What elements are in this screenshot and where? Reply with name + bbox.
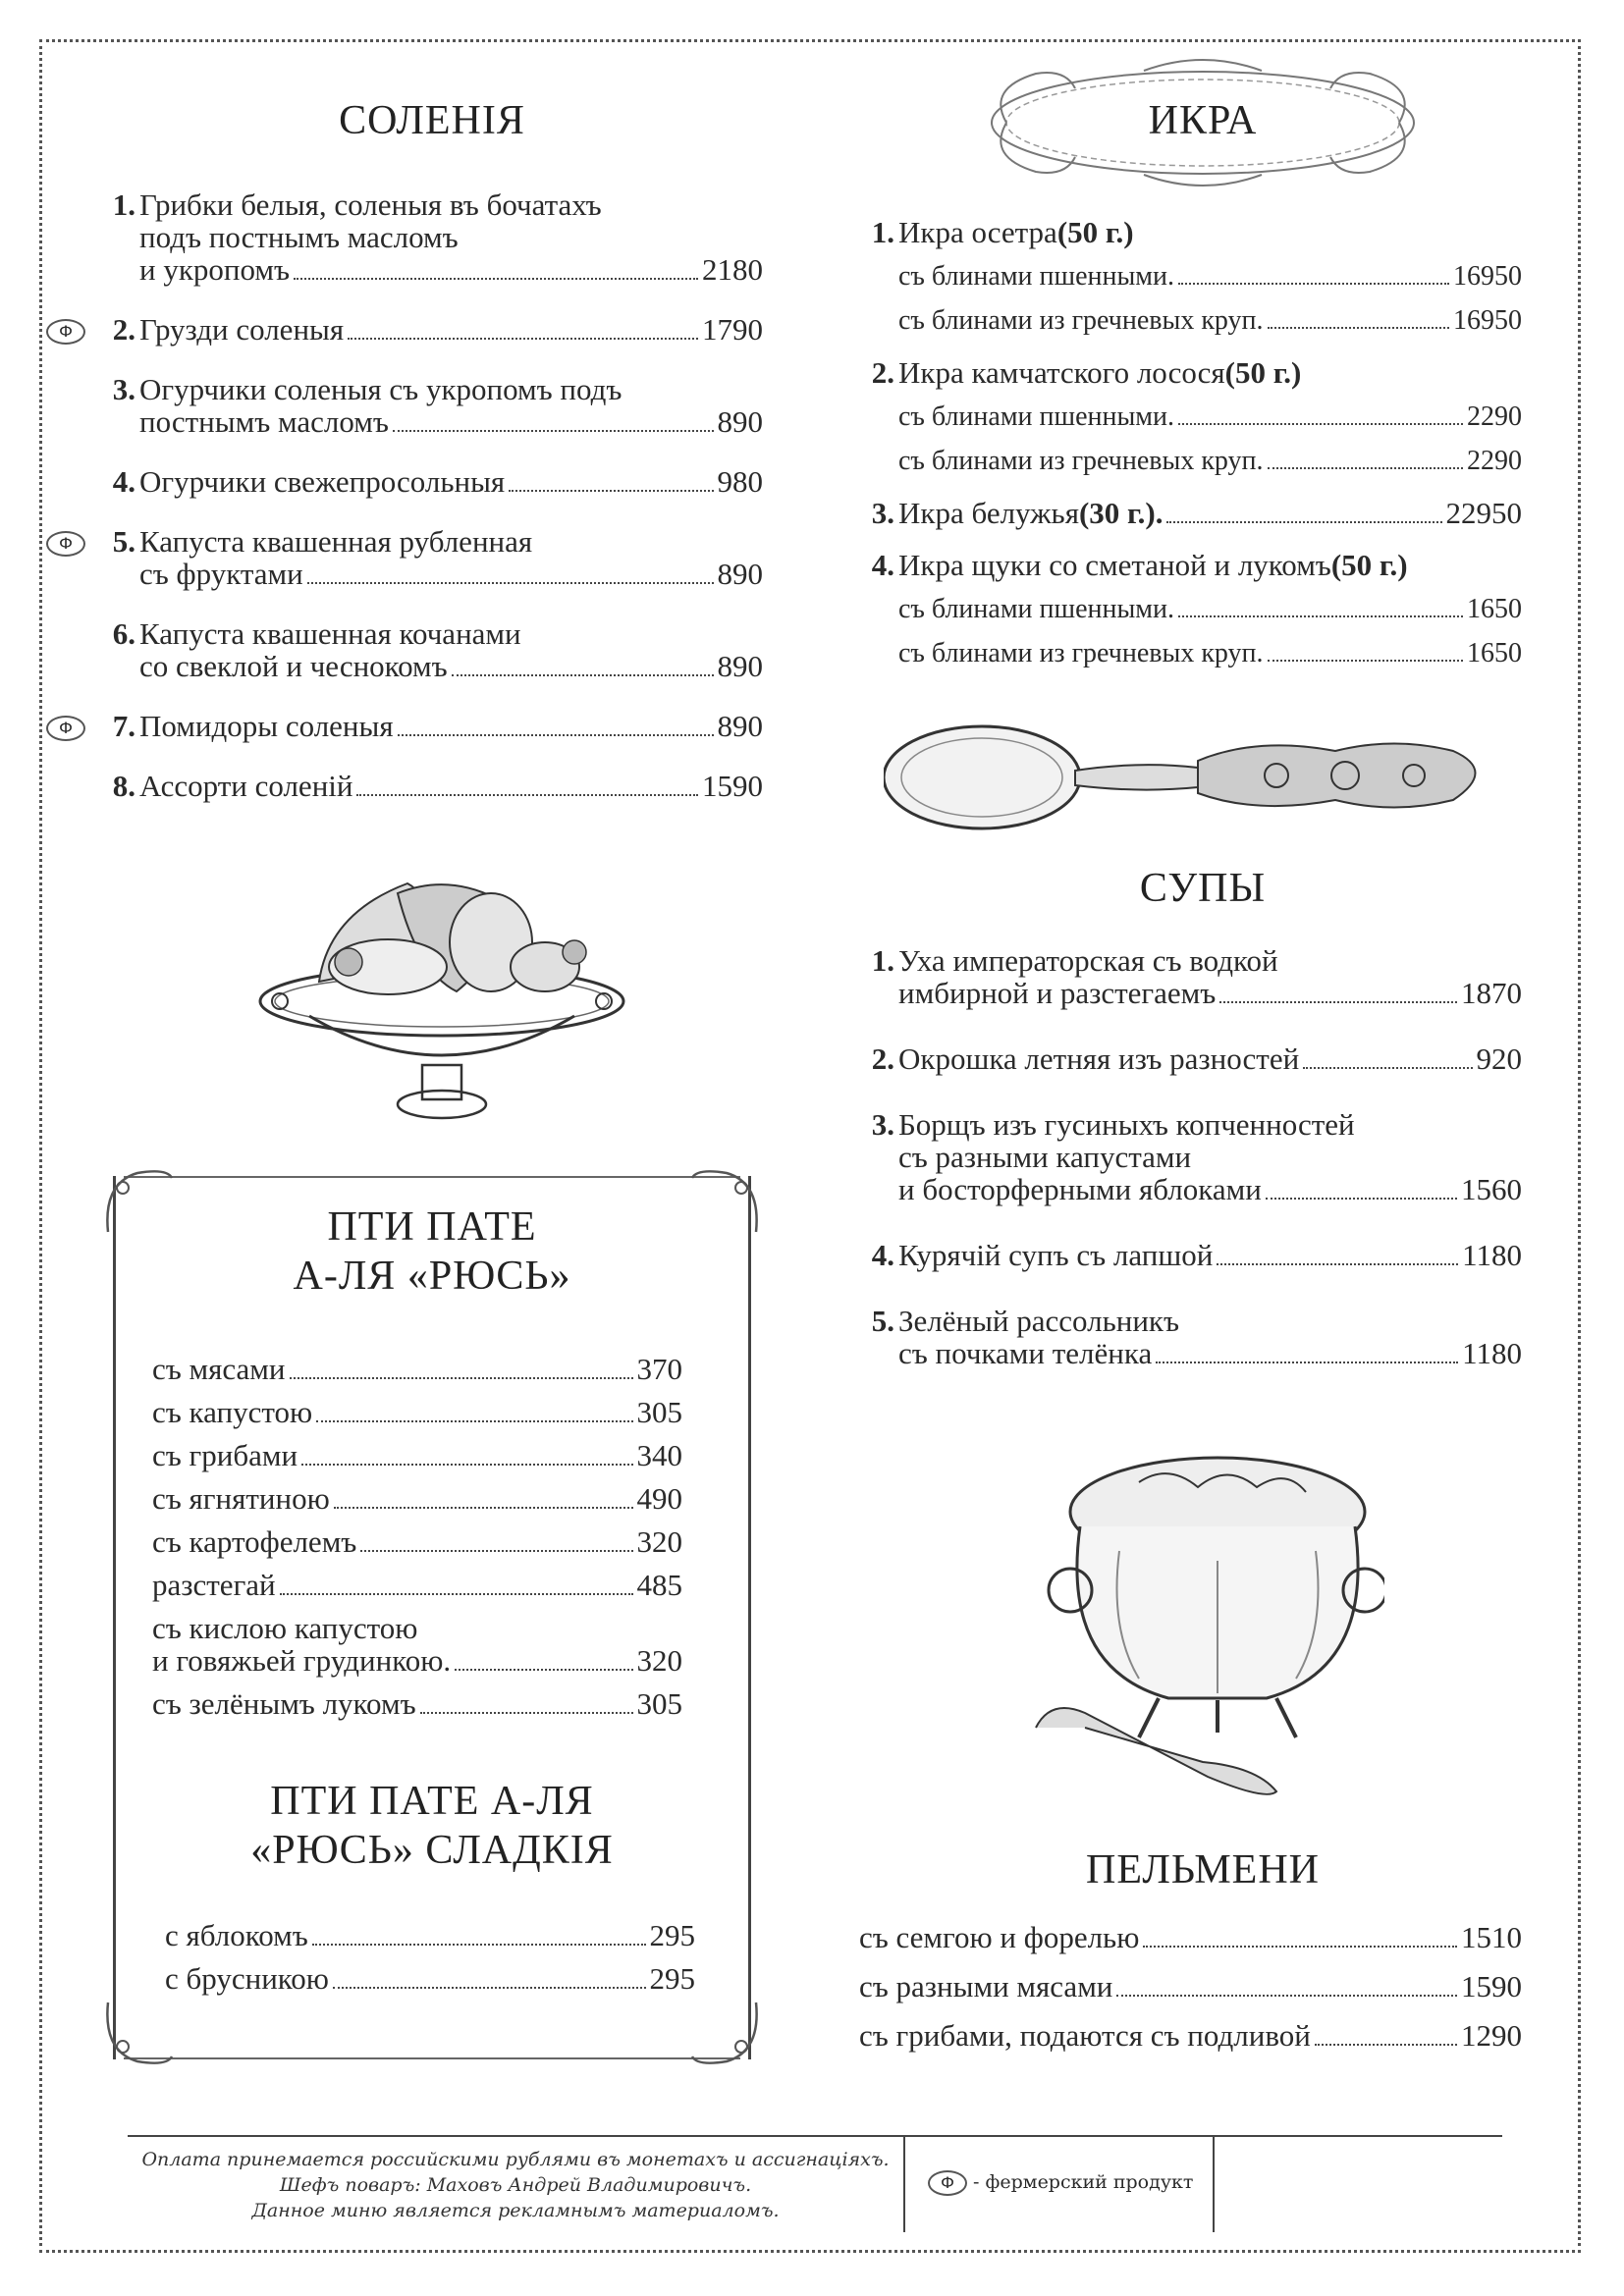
supy-item-name: и босторферными яблоками xyxy=(898,1172,1262,1206)
solenia-item-price: 890 xyxy=(717,649,763,683)
pate-item xyxy=(152,1482,682,1516)
pate-item xyxy=(152,1569,682,1602)
ikra-item-line xyxy=(898,549,1522,581)
farm-product-icon: Ф xyxy=(46,531,85,557)
solenia-item-line xyxy=(139,405,763,439)
solenia-item-line xyxy=(139,188,763,221)
supy-item-line xyxy=(898,1141,1522,1173)
solenia-item-price: 1790 xyxy=(702,312,763,347)
leader-dots xyxy=(290,1377,633,1379)
ikra-item-name: Икра камчатского лосося xyxy=(898,355,1225,390)
pate-item-name: съ грибами xyxy=(152,1438,298,1472)
supy-item-line xyxy=(898,1239,1522,1272)
pate-sweet-item xyxy=(165,1919,695,1952)
supy-item-number: 4. xyxy=(871,1238,894,1272)
pate-item-price: 305 xyxy=(636,1686,682,1721)
section-title-supy: СУПЫ xyxy=(1139,866,1267,911)
solenia-item-number: 8. xyxy=(112,769,135,803)
pelmeni-item-price: 1510 xyxy=(1461,1920,1522,1954)
ikra-item-name: Икра осетра xyxy=(898,215,1057,249)
supy-item-line xyxy=(898,1042,1522,1076)
leader-dots xyxy=(398,734,714,736)
solenia-item-line xyxy=(139,221,763,253)
pate-item-name: разстегай xyxy=(152,1568,276,1602)
solenia-item-price: 890 xyxy=(717,404,763,439)
solenia-item-name: Капуста квашенная кочанами xyxy=(139,616,521,651)
footer-notes xyxy=(128,2147,903,2223)
footer-divider-right xyxy=(1213,2137,1215,2232)
pate-item-name: съ ягнятиною xyxy=(152,1481,330,1516)
solenia-item-number: 6. xyxy=(112,616,135,651)
solenia-item xyxy=(59,524,763,591)
supy-item xyxy=(871,1041,1522,1076)
pelmeni-item-name: съ разными мясами xyxy=(859,1969,1113,2003)
panel-corner-ornament-tr xyxy=(687,1163,766,1242)
solenia-item xyxy=(112,464,763,499)
fruit-bowl-illustration xyxy=(250,854,633,1148)
solenia-item-name: подъ постнымъ масломъ xyxy=(139,220,459,254)
ikra-item-line xyxy=(898,216,1522,248)
ikra-sub-price: 1650 xyxy=(1467,638,1522,668)
solenia-item-name: Грибки белыя, соленыя въ бочатахъ xyxy=(139,187,602,222)
solenia-item-line xyxy=(139,373,763,405)
leader-dots xyxy=(360,1550,632,1552)
pelmeni-item-name: съ семгою и форелью xyxy=(859,1920,1140,1954)
ikra-item-number: 4. xyxy=(871,548,894,582)
ikra-item-number: 3. xyxy=(871,496,894,530)
ikra-sub-name: съ блинами пшенными. xyxy=(898,594,1174,624)
footer xyxy=(128,2135,1502,2232)
leader-dots xyxy=(307,582,714,584)
leader-dots xyxy=(452,674,714,676)
pate-item-name: съ картофелемъ xyxy=(152,1524,357,1559)
solenia-item-line xyxy=(139,710,763,743)
solenia-item-number: 7. xyxy=(112,709,135,743)
leader-dots xyxy=(509,490,713,492)
supy-item-number: 1. xyxy=(871,943,894,978)
solenia-item-name: Огурчики соленыя съ укропомъ подъ xyxy=(139,372,623,406)
ikra-sub-line xyxy=(898,260,1522,293)
pate-item-name: и говяжьей грудинкою. xyxy=(152,1643,452,1678)
pelmeni-item-price: 1290 xyxy=(1461,2018,1522,2053)
pate-item-line xyxy=(152,1439,682,1472)
supy-item-number: 3. xyxy=(871,1107,894,1142)
ikra-sub-line xyxy=(898,400,1522,433)
solenia-item-line xyxy=(139,525,763,558)
solenia-item-name: Огурчики свежепросольныя xyxy=(139,464,506,499)
leader-dots xyxy=(356,794,698,796)
supy-item-line xyxy=(898,1108,1522,1141)
section-title-ikra: ИКРА xyxy=(1148,98,1258,143)
solenia-item-name: Капуста квашенная рубленная xyxy=(139,524,533,559)
pate-item-price: 490 xyxy=(636,1481,682,1516)
pelmeni-item-name: съ грибами, подаются съ подливой xyxy=(859,2018,1311,2053)
supy-item-line xyxy=(898,944,1522,977)
footer-advert-note: Данное миню является рекламнымъ материаломъ. xyxy=(251,2200,780,2221)
solenia-item-price: 1590 xyxy=(702,769,763,803)
supy-item xyxy=(871,1304,1522,1370)
pate-sweet-item-price: 295 xyxy=(649,1961,695,1996)
leader-dots xyxy=(1219,1001,1457,1003)
pate-item-name: съ капустою xyxy=(152,1395,313,1429)
leader-dots xyxy=(1268,660,1463,662)
pelmeni-item-price: 1590 xyxy=(1461,1969,1522,2003)
pelmeni-item-line xyxy=(859,2019,1522,2053)
supy-item-name: Зелёный рассольникъ xyxy=(898,1304,1180,1338)
section-title-pelmeni: ПЕЛЬМЕНИ xyxy=(1085,1847,1320,1893)
ikra-sub-line xyxy=(898,593,1522,625)
pate-item-price: 320 xyxy=(636,1524,682,1559)
pate-item-price: 305 xyxy=(636,1395,682,1429)
leader-dots xyxy=(1116,1995,1457,1997)
solenia-item-number: 2. xyxy=(112,312,135,347)
ikra-item-portion: (50 г.) xyxy=(1330,548,1408,582)
leader-dots xyxy=(1217,1263,1458,1265)
leader-dots xyxy=(333,1987,646,1989)
ikra-sub-name: съ блинами из гречневых круп. xyxy=(898,638,1264,668)
ikra-sub-name: съ блинами пшенными. xyxy=(898,401,1174,432)
supy-item xyxy=(871,1107,1522,1206)
ikra-sub-line xyxy=(898,445,1522,477)
leader-dots xyxy=(1178,423,1463,425)
footer-chef-note: Шефъ поваръ: Маховъ Андрей Владимировичъ. xyxy=(279,2174,752,2196)
supy-item-line xyxy=(898,977,1522,1010)
ikra-sub-name: съ блинами из гречневых круп. xyxy=(898,305,1264,336)
spoon-illustration xyxy=(884,717,1502,844)
solenia-item-number: 3. xyxy=(112,372,135,406)
solenia-item-name: Грузди соленыя xyxy=(139,312,345,347)
solenia-item-line xyxy=(139,770,763,803)
ikra-item-portion: (50 г.) xyxy=(1224,355,1302,390)
ikra-item-price: 22950 xyxy=(1445,496,1522,530)
solenia-item xyxy=(112,187,763,287)
pate-sweet-item-name: с брусникою xyxy=(165,1961,329,1996)
solenia-item-price: 890 xyxy=(717,557,763,591)
pate-item-name: съ мясами xyxy=(152,1352,286,1386)
ikra-item-name: Икра белужья xyxy=(898,496,1079,530)
solenia-item xyxy=(112,769,763,803)
supy-item-name: Курячій супъ съ лапшой xyxy=(898,1238,1214,1272)
supy-item-name: съ разными капустами xyxy=(898,1140,1192,1174)
pate-item xyxy=(152,1439,682,1472)
pate-item-price: 485 xyxy=(636,1568,682,1602)
leader-dots xyxy=(1266,1198,1457,1200)
solenia-item-number: 5. xyxy=(112,524,135,559)
leader-dots xyxy=(393,430,714,432)
supy-item-price: 1180 xyxy=(1462,1238,1522,1272)
ikra-item xyxy=(871,548,1522,669)
supy-item-line xyxy=(898,1173,1522,1206)
leader-dots xyxy=(1315,2044,1457,2046)
solenia-item-number: 1. xyxy=(112,187,135,222)
leader-dots xyxy=(1178,283,1449,285)
supy-item-price: 1870 xyxy=(1461,976,1522,1010)
leader-dots xyxy=(1166,521,1441,523)
pate-item xyxy=(152,1353,682,1386)
ikra-item xyxy=(871,215,1522,337)
pate-item-line xyxy=(152,1644,682,1678)
supy-item-line xyxy=(898,1337,1522,1370)
panel-corner-ornament-br xyxy=(687,1993,766,2071)
leader-dots xyxy=(294,278,698,280)
solenia-item-line xyxy=(139,253,763,287)
ikra-sub-line xyxy=(898,304,1522,337)
supy-item-price: 920 xyxy=(1476,1041,1522,1076)
solenia-item xyxy=(59,312,763,347)
pate-item-name: съ зелёнымъ лукомъ xyxy=(152,1686,416,1721)
supy-item xyxy=(871,1238,1522,1272)
section-title-pate xyxy=(211,1202,653,1302)
pate-item-price: 320 xyxy=(636,1643,682,1678)
pate-item-line xyxy=(152,1353,682,1386)
supy-item-name: Окрошка летняя изъ разностей xyxy=(898,1041,1300,1076)
pate-item-line xyxy=(152,1525,682,1559)
footer-divider xyxy=(903,2137,905,2232)
ikra-sub-price: 16950 xyxy=(1453,305,1522,336)
ikra-item-line xyxy=(898,356,1522,389)
solenia-item-name: постнымъ масломъ xyxy=(139,404,389,439)
ikra-item-portion: (30 г.). xyxy=(1078,496,1164,530)
supy-item-price: 1180 xyxy=(1462,1336,1522,1370)
leader-dots xyxy=(1143,1946,1457,1948)
solenia-item xyxy=(112,616,763,683)
pate-sweet-item-line xyxy=(165,1919,695,1952)
leader-dots xyxy=(1268,327,1449,329)
leader-dots xyxy=(1156,1362,1458,1363)
solenia-item-number: 4. xyxy=(112,464,135,499)
leader-dots xyxy=(312,1944,646,1946)
pate-sweet-item xyxy=(165,1962,695,1996)
ikra-item xyxy=(871,496,1522,530)
pate-title-line-2: А-ЛЯ «РЮСЬ» xyxy=(293,1254,571,1300)
ikra-item-line xyxy=(898,497,1522,530)
pate-item-name: съ кислою капустою xyxy=(152,1611,418,1645)
pelmeni-item xyxy=(859,2019,1522,2053)
ikra-item xyxy=(871,355,1522,477)
solenia-item-line xyxy=(139,617,763,650)
solenia-item-price: 980 xyxy=(717,464,763,499)
solenia-item xyxy=(112,372,763,439)
footer-legend-text: - фермерский продукт xyxy=(973,2171,1194,2193)
ikra-item-name: Икра щуки со сметаной и лукомъ xyxy=(898,548,1331,582)
leader-dots xyxy=(1268,467,1463,469)
pate-sweet-item-line xyxy=(165,1962,695,1996)
ikra-sub-price: 2290 xyxy=(1467,446,1522,476)
leader-dots xyxy=(301,1464,632,1466)
ikra-item-number: 2. xyxy=(871,355,894,390)
pate-item-price: 370 xyxy=(636,1352,682,1386)
pelmeni-item-line xyxy=(859,1921,1522,1954)
leader-dots xyxy=(1303,1067,1472,1069)
leader-dots xyxy=(420,1712,633,1714)
supy-item-price: 1560 xyxy=(1461,1172,1522,1206)
supy-item-name: имбирной и разстегаемъ xyxy=(898,976,1217,1010)
leader-dots xyxy=(455,1669,632,1671)
leader-dots xyxy=(334,1507,633,1509)
solenia-item-price: 890 xyxy=(717,709,763,743)
pate-sweet-item-name: с яблокомъ xyxy=(165,1918,308,1952)
pate-sweet-item-price: 295 xyxy=(649,1918,695,1952)
supy-item-number: 2. xyxy=(871,1041,894,1076)
footer-legend xyxy=(928,2170,1193,2196)
supy-item-line xyxy=(898,1305,1522,1337)
ikra-sub-name: съ блинами из гречневых круп. xyxy=(898,446,1264,476)
pate-item-line xyxy=(152,1687,682,1721)
pate-item-price: 340 xyxy=(636,1438,682,1472)
supy-item-name: Борщъ изъ гусиныхъ копченностей xyxy=(898,1107,1355,1142)
solenia-item-line xyxy=(139,313,763,347)
leader-dots xyxy=(280,1593,633,1595)
ikra-sub-price: 2290 xyxy=(1467,401,1522,432)
supy-item xyxy=(871,943,1522,1010)
solenia-item-name: Ассорти соленій xyxy=(139,769,353,803)
panel-corner-ornament-bl xyxy=(98,1993,177,2071)
pate-item xyxy=(152,1525,682,1559)
ikra-item-portion: (50 г.) xyxy=(1056,215,1134,249)
farm-product-icon: Ф xyxy=(928,2170,967,2196)
solenia-item-name: и укропомъ xyxy=(139,252,291,287)
pate-item-line xyxy=(152,1396,682,1429)
supy-item-name: съ почками телёнка xyxy=(898,1336,1153,1370)
ikra-sub-price: 1650 xyxy=(1467,594,1522,624)
section-title-solenia: СОЛЕНІЯ xyxy=(339,98,525,143)
ikra-sub-name: съ блинами пшенными. xyxy=(898,261,1174,292)
ikra-sub-line xyxy=(898,637,1522,669)
solenia-item-line xyxy=(139,465,763,499)
solenia-item-name: Помидоры соленыя xyxy=(139,709,394,743)
pate-item xyxy=(152,1612,682,1678)
farm-product-icon: Ф xyxy=(46,716,85,741)
pelmeni-item xyxy=(859,1921,1522,1954)
leader-dots xyxy=(348,338,698,340)
pate-item-line xyxy=(152,1482,682,1516)
ikra-sub-price: 16950 xyxy=(1453,261,1522,292)
farm-product-icon: Ф xyxy=(46,319,85,345)
section-title-pate-sweet xyxy=(211,1777,653,1876)
solenia-item-line xyxy=(139,558,763,591)
pate-item xyxy=(152,1687,682,1721)
pate-sweet-title-line-1: ПТИ ПАТЕ А-ЛЯ xyxy=(270,1779,594,1824)
solenia-item-name: съ фруктами xyxy=(139,557,303,591)
solenia-item-line xyxy=(139,650,763,683)
supy-item-number: 5. xyxy=(871,1304,894,1338)
solenia-item-name: со свеклой и чеснокомъ xyxy=(139,649,448,683)
solenia-item xyxy=(59,709,763,743)
leader-dots xyxy=(1178,615,1463,617)
supy-item-name: Уха императорская съ водкой xyxy=(898,943,1278,978)
pate-item-line xyxy=(152,1569,682,1602)
soup-pot-illustration xyxy=(1011,1433,1384,1806)
pate-item-line xyxy=(152,1612,682,1644)
solenia-item-price: 2180 xyxy=(702,252,763,287)
pate-item xyxy=(152,1396,682,1429)
leader-dots xyxy=(316,1420,632,1422)
ikra-item-number: 1. xyxy=(871,215,894,249)
pate-title-line-1: ПТИ ПАТЕ xyxy=(327,1204,537,1250)
panel-corner-ornament-tl xyxy=(98,1163,177,1242)
pate-sweet-title-line-2: «РЮСЬ» СЛАДКІЯ xyxy=(250,1828,614,1874)
footer-payment-note: Оплата принемается российскими рублями въ монетахъ и ассигнаціяхъ. xyxy=(141,2149,890,2170)
pelmeni-item xyxy=(859,1970,1522,2003)
pelmeni-item-line xyxy=(859,1970,1522,2003)
